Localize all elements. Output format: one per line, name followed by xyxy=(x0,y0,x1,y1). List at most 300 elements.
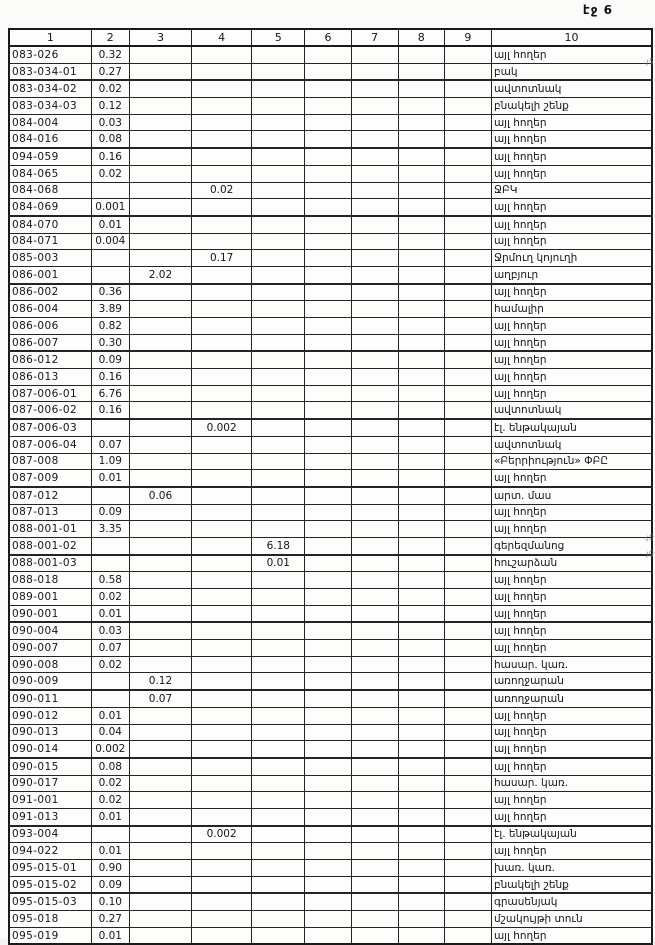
area-value-cell: 0.07 xyxy=(129,690,191,707)
land-use-cell: այլ հողեր xyxy=(491,808,652,825)
area-value-cell xyxy=(398,131,444,148)
parcel-code-cell: 093-004 xyxy=(9,826,91,843)
area-value-cell: 0.17 xyxy=(192,250,252,267)
land-use-cell: այլ հողեր xyxy=(491,572,652,589)
parcel-code-cell: 095-019 xyxy=(9,927,91,944)
area-value-cell xyxy=(305,758,351,775)
table-row xyxy=(9,233,652,250)
land-use-cell: հասար. կառ. xyxy=(491,656,652,673)
table-row xyxy=(9,402,652,419)
parcel-code-cell: 090-009 xyxy=(9,673,91,690)
area-value-cell xyxy=(192,521,252,538)
area-value-cell xyxy=(192,673,252,690)
margin-pencil-mark: .յ0 xyxy=(643,532,655,543)
area-value-cell xyxy=(192,537,252,554)
area-value-cell xyxy=(129,792,191,809)
area-value-cell: 0.06 xyxy=(129,487,191,504)
area-value-cell xyxy=(91,419,129,436)
area-value-cell xyxy=(351,216,398,233)
table-row xyxy=(9,741,652,758)
land-use-cell: այլ հողեր xyxy=(491,741,652,758)
parcel-code-cell: 090-015 xyxy=(9,758,91,775)
area-value-cell xyxy=(305,537,351,554)
area-value-cell xyxy=(351,826,398,843)
area-value-cell xyxy=(252,775,305,792)
parcel-code-cell: 094-059 xyxy=(9,148,91,165)
area-value-cell xyxy=(192,572,252,589)
area-value-cell xyxy=(192,334,252,351)
area-value-cell xyxy=(351,402,398,419)
table-row xyxy=(9,792,652,809)
table-row xyxy=(9,893,652,910)
land-use-cell: հուշարձան xyxy=(491,555,652,572)
area-value-cell xyxy=(252,876,305,893)
land-use-cell: այլ հողեր xyxy=(491,758,652,775)
area-value-cell xyxy=(192,656,252,673)
area-value-cell xyxy=(129,351,191,368)
area-value-cell xyxy=(398,351,444,368)
area-value-cell xyxy=(305,46,351,63)
area-value-cell xyxy=(252,792,305,809)
area-value-cell xyxy=(252,114,305,131)
parcel-code-cell: 087-006-04 xyxy=(9,436,91,453)
area-value-cell xyxy=(129,622,191,639)
area-value-cell xyxy=(305,555,351,572)
area-value-cell xyxy=(192,98,252,115)
area-value-cell: 0.03 xyxy=(91,114,129,131)
area-value-cell: 0.002 xyxy=(192,419,252,436)
area-value-cell xyxy=(305,690,351,707)
area-value-cell xyxy=(444,487,491,504)
area-value-cell xyxy=(351,98,398,115)
area-value-cell xyxy=(252,266,305,283)
area-value-cell xyxy=(305,741,351,758)
area-value-cell xyxy=(192,860,252,877)
area-value-cell xyxy=(305,656,351,673)
parcel-code-cell: 085-003 xyxy=(9,250,91,267)
area-value-cell xyxy=(252,233,305,250)
area-value-cell xyxy=(129,860,191,877)
table-row xyxy=(9,656,652,673)
table-row xyxy=(9,182,652,199)
table-row xyxy=(9,436,652,453)
land-use-cell: առողջարան xyxy=(491,673,652,690)
table-row xyxy=(9,622,652,639)
area-value-cell xyxy=(351,114,398,131)
area-value-cell xyxy=(351,318,398,335)
column-header: 6 xyxy=(305,29,351,46)
area-value-cell xyxy=(252,250,305,267)
land-use-cell: «Բերրիություն» ՓԲԸ xyxy=(491,453,652,470)
land-use-cell: այլ հողեր xyxy=(491,927,652,944)
parcel-code-cell: 084-004 xyxy=(9,114,91,131)
parcel-code-cell: 090-014 xyxy=(9,741,91,758)
area-value-cell xyxy=(129,369,191,386)
area-value-cell xyxy=(351,351,398,368)
area-value-cell xyxy=(252,911,305,928)
area-value-cell xyxy=(398,605,444,622)
area-value-cell: 3.89 xyxy=(91,301,129,318)
area-value-cell xyxy=(252,165,305,182)
area-value-cell xyxy=(129,233,191,250)
parcel-code-cell: 087-012 xyxy=(9,487,91,504)
table-row xyxy=(9,724,652,741)
table-row xyxy=(9,266,652,283)
area-value-cell xyxy=(252,182,305,199)
table-row xyxy=(9,911,652,928)
area-value-cell xyxy=(444,436,491,453)
area-value-cell: 0.12 xyxy=(91,98,129,115)
land-use-cell: աղբյուր xyxy=(491,266,652,283)
area-value-cell xyxy=(192,622,252,639)
table-row xyxy=(9,385,652,402)
cadastre-table xyxy=(8,28,653,945)
parcel-code-cell: 084-071 xyxy=(9,233,91,250)
area-value-cell xyxy=(305,605,351,622)
area-value-cell xyxy=(91,537,129,554)
land-use-cell: հասար. կառ. xyxy=(491,775,652,792)
area-value-cell xyxy=(351,775,398,792)
area-value-cell: 0.03 xyxy=(91,622,129,639)
area-value-cell xyxy=(252,351,305,368)
area-value-cell xyxy=(444,318,491,335)
area-value-cell xyxy=(305,724,351,741)
area-value-cell xyxy=(192,63,252,80)
area-value-cell xyxy=(444,182,491,199)
area-value-cell xyxy=(398,419,444,436)
area-value-cell xyxy=(444,470,491,487)
area-value-cell xyxy=(252,504,305,521)
area-value-cell xyxy=(444,808,491,825)
area-value-cell xyxy=(351,808,398,825)
area-value-cell xyxy=(351,521,398,538)
area-value-cell xyxy=(129,182,191,199)
area-value-cell xyxy=(398,80,444,97)
area-value-cell xyxy=(444,63,491,80)
area-value-cell xyxy=(398,808,444,825)
area-value-cell xyxy=(252,927,305,944)
area-value-cell xyxy=(444,250,491,267)
land-use-cell: ավտոտնակ xyxy=(491,402,652,419)
area-value-cell xyxy=(252,199,305,216)
area-value-cell xyxy=(192,775,252,792)
area-value-cell xyxy=(444,589,491,606)
column-header: 10 xyxy=(491,29,652,46)
area-value-cell: 0.36 xyxy=(91,284,129,301)
area-value-cell xyxy=(351,876,398,893)
area-value-cell xyxy=(398,927,444,944)
area-value-cell xyxy=(444,826,491,843)
table-row xyxy=(9,453,652,470)
area-value-cell xyxy=(305,266,351,283)
area-value-cell xyxy=(444,640,491,657)
area-value-cell xyxy=(252,605,305,622)
column-header: 2 xyxy=(91,29,129,46)
table-row xyxy=(9,487,652,504)
area-value-cell xyxy=(305,808,351,825)
area-value-cell xyxy=(398,876,444,893)
area-value-cell xyxy=(252,436,305,453)
area-value-cell xyxy=(129,826,191,843)
area-value-cell xyxy=(91,555,129,572)
area-value-cell xyxy=(129,572,191,589)
parcel-code-cell: 088-001-02 xyxy=(9,537,91,554)
area-value-cell xyxy=(398,893,444,910)
area-value-cell xyxy=(129,521,191,538)
area-value-cell xyxy=(252,334,305,351)
area-value-cell xyxy=(444,131,491,148)
area-value-cell: 0.002 xyxy=(91,741,129,758)
land-use-cell: այլ հողեր xyxy=(491,165,652,182)
area-value-cell xyxy=(192,843,252,860)
area-value-cell xyxy=(398,741,444,758)
area-value-cell: 0.27 xyxy=(91,63,129,80)
area-value-cell xyxy=(252,622,305,639)
table-body xyxy=(9,46,652,944)
table-row xyxy=(9,640,652,657)
area-value-cell xyxy=(129,114,191,131)
area-value-cell xyxy=(129,46,191,63)
area-value-cell xyxy=(305,622,351,639)
area-value-cell xyxy=(305,589,351,606)
land-use-cell: այլ հողեր xyxy=(491,334,652,351)
land-use-cell: այլ հողեր xyxy=(491,640,652,657)
parcel-code-cell: 084-016 xyxy=(9,131,91,148)
area-value-cell: 0.58 xyxy=(91,572,129,589)
area-value-cell xyxy=(305,521,351,538)
area-value-cell xyxy=(351,46,398,63)
area-value-cell xyxy=(444,351,491,368)
area-value-cell xyxy=(91,487,129,504)
area-value-cell xyxy=(252,690,305,707)
column-header: 9 xyxy=(444,29,491,46)
area-value-cell xyxy=(444,114,491,131)
land-use-cell: համալիր xyxy=(491,301,652,318)
area-value-cell: 0.01 xyxy=(91,216,129,233)
area-value-cell xyxy=(351,741,398,758)
table-row xyxy=(9,114,652,131)
area-value-cell xyxy=(252,216,305,233)
land-use-cell: այլ հողեր xyxy=(491,131,652,148)
area-value-cell xyxy=(305,165,351,182)
area-value-cell xyxy=(351,284,398,301)
area-value-cell xyxy=(252,284,305,301)
area-value-cell xyxy=(305,148,351,165)
area-value-cell xyxy=(129,537,191,554)
area-value-cell xyxy=(351,436,398,453)
land-use-cell: այլ հողեր xyxy=(491,216,652,233)
table-row xyxy=(9,572,652,589)
table-row xyxy=(9,250,652,267)
area-value-cell xyxy=(129,724,191,741)
table-row xyxy=(9,470,652,487)
area-value-cell xyxy=(192,808,252,825)
area-value-cell xyxy=(398,233,444,250)
area-value-cell: 0.32 xyxy=(91,46,129,63)
area-value-cell xyxy=(252,656,305,673)
parcel-code-cell: 086-013 xyxy=(9,369,91,386)
parcel-code-cell: 091-013 xyxy=(9,808,91,825)
land-use-cell: էլ. ենթակայան xyxy=(491,826,652,843)
area-value-cell xyxy=(305,487,351,504)
area-value-cell xyxy=(444,385,491,402)
area-value-cell xyxy=(252,521,305,538)
area-value-cell xyxy=(398,334,444,351)
land-use-cell: բնակելի շենք xyxy=(491,98,652,115)
table-row xyxy=(9,165,652,182)
area-value-cell xyxy=(129,927,191,944)
area-value-cell xyxy=(305,98,351,115)
area-value-cell: 0.07 xyxy=(91,436,129,453)
area-value-cell xyxy=(398,487,444,504)
column-header: 8 xyxy=(398,29,444,46)
area-value-cell xyxy=(398,622,444,639)
area-value-cell xyxy=(351,199,398,216)
table-row xyxy=(9,843,652,860)
area-value-cell xyxy=(351,165,398,182)
area-value-cell xyxy=(192,792,252,809)
area-value-cell xyxy=(192,148,252,165)
area-value-cell xyxy=(305,927,351,944)
area-value-cell: 0.16 xyxy=(91,148,129,165)
area-value-cell xyxy=(444,741,491,758)
area-value-cell xyxy=(351,555,398,572)
area-value-cell xyxy=(129,589,191,606)
area-value-cell xyxy=(444,707,491,724)
area-value-cell xyxy=(444,555,491,572)
land-use-cell: այլ հողեր xyxy=(491,622,652,639)
column-header: 4 xyxy=(192,29,252,46)
area-value-cell xyxy=(444,199,491,216)
land-use-cell: մշակույթի տուն xyxy=(491,911,652,928)
area-value-cell xyxy=(444,792,491,809)
area-value-cell xyxy=(398,301,444,318)
area-value-cell xyxy=(192,131,252,148)
area-value-cell: 0.02 xyxy=(91,656,129,673)
area-value-cell xyxy=(444,572,491,589)
area-value-cell xyxy=(305,843,351,860)
area-value-cell xyxy=(252,589,305,606)
area-value-cell xyxy=(305,131,351,148)
area-value-cell xyxy=(91,690,129,707)
area-value-cell xyxy=(305,199,351,216)
area-value-cell xyxy=(192,369,252,386)
area-value-cell xyxy=(252,63,305,80)
area-value-cell xyxy=(444,233,491,250)
area-value-cell xyxy=(192,216,252,233)
margin-pencil-mark: .յ5 xyxy=(643,56,655,67)
land-use-cell: այլ հողեր xyxy=(491,233,652,250)
area-value-cell xyxy=(192,690,252,707)
area-value-cell xyxy=(252,673,305,690)
area-value-cell xyxy=(444,504,491,521)
area-value-cell xyxy=(129,165,191,182)
land-use-cell: ՋԲԿ xyxy=(491,182,652,199)
area-value-cell xyxy=(305,504,351,521)
area-value-cell xyxy=(252,402,305,419)
land-use-cell: բակ xyxy=(491,63,652,80)
area-value-cell xyxy=(351,572,398,589)
area-value-cell xyxy=(129,318,191,335)
area-value-cell xyxy=(192,80,252,97)
area-value-cell: 2.02 xyxy=(129,266,191,283)
area-value-cell xyxy=(351,589,398,606)
area-value-cell xyxy=(91,182,129,199)
area-value-cell xyxy=(444,165,491,182)
area-value-cell xyxy=(444,758,491,775)
parcel-code-cell: 086-004 xyxy=(9,301,91,318)
area-value-cell xyxy=(351,656,398,673)
area-value-cell: 0.12 xyxy=(129,673,191,690)
area-value-cell: 0.02 xyxy=(91,775,129,792)
area-value-cell xyxy=(398,436,444,453)
area-value-cell xyxy=(252,724,305,741)
area-value-cell: 0.08 xyxy=(91,131,129,148)
area-value-cell xyxy=(351,131,398,148)
area-value-cell xyxy=(351,690,398,707)
area-value-cell xyxy=(252,470,305,487)
area-value-cell xyxy=(305,436,351,453)
parcel-code-cell: 087-008 xyxy=(9,453,91,470)
area-value-cell xyxy=(252,640,305,657)
area-value-cell xyxy=(252,98,305,115)
area-value-cell xyxy=(444,46,491,63)
table-row xyxy=(9,334,652,351)
parcel-code-cell: 087-006-01 xyxy=(9,385,91,402)
area-value-cell xyxy=(129,911,191,928)
area-value-cell xyxy=(305,80,351,97)
column-header: 1 xyxy=(9,29,91,46)
area-value-cell: 0.82 xyxy=(91,318,129,335)
area-value-cell xyxy=(91,673,129,690)
column-header: 5 xyxy=(252,29,305,46)
area-value-cell xyxy=(192,555,252,572)
area-value-cell xyxy=(444,673,491,690)
land-use-cell: այլ հողեր xyxy=(491,199,652,216)
area-value-cell xyxy=(398,656,444,673)
area-value-cell xyxy=(444,148,491,165)
area-value-cell xyxy=(305,351,351,368)
area-value-cell: 0.16 xyxy=(91,369,129,386)
area-value-cell: 0.01 xyxy=(91,927,129,944)
area-value-cell xyxy=(192,758,252,775)
land-use-cell: ավտոտնակ xyxy=(491,436,652,453)
area-value-cell: 0.02 xyxy=(192,182,252,199)
area-value-cell xyxy=(252,808,305,825)
area-value-cell xyxy=(351,301,398,318)
parcel-code-cell: 087-006-03 xyxy=(9,419,91,436)
area-value-cell xyxy=(192,589,252,606)
parcel-code-cell: 088-001-03 xyxy=(9,555,91,572)
area-value-cell xyxy=(305,114,351,131)
area-value-cell xyxy=(444,284,491,301)
parcel-code-cell: 090-013 xyxy=(9,724,91,741)
area-value-cell xyxy=(192,640,252,657)
land-use-cell: այլ հողեր xyxy=(491,351,652,368)
area-value-cell xyxy=(192,605,252,622)
table-row xyxy=(9,808,652,825)
area-value-cell xyxy=(444,927,491,944)
area-value-cell xyxy=(398,690,444,707)
area-value-cell xyxy=(252,369,305,386)
area-value-cell: 0.02 xyxy=(91,80,129,97)
area-value-cell xyxy=(351,622,398,639)
land-use-cell: այլ հողեր xyxy=(491,792,652,809)
table-row xyxy=(9,673,652,690)
parcel-code-cell: 090-007 xyxy=(9,640,91,657)
land-use-cell: գերեզմանոց xyxy=(491,537,652,554)
area-value-cell: 0.09 xyxy=(91,504,129,521)
